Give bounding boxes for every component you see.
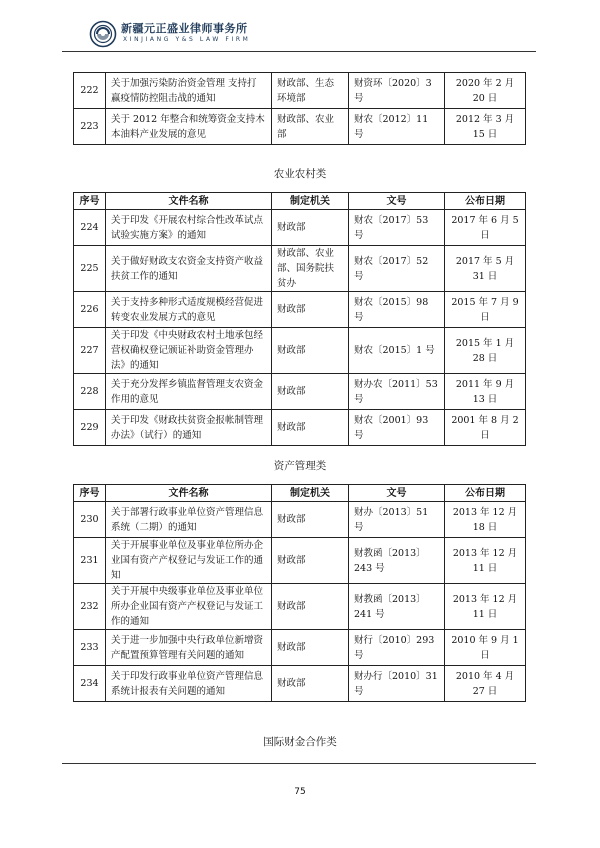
table-row [74,109,526,145]
cell-title: 关于充分发挥乡镇监督管理支农资金作用的意见 [106,374,272,410]
col-header-doc-no: 文号 [349,193,445,210]
cell-title: 关于做好财政支农资金支持资产收益扶贫工作的通知 [106,246,272,292]
table-row [74,328,526,374]
cell-date: 2017 年 5 月 31 日 [445,246,526,292]
cell-agency: 财政部 [272,292,349,328]
table-row [74,210,526,246]
col-header-doc-no: 文号 [349,485,445,502]
cell-agency: 财政部 [272,538,349,584]
cell-doc-no: 财农〔2017〕52 号 [349,246,445,292]
table-row [74,246,526,292]
table-row [74,538,526,584]
cell-agency: 财政部、生态环境部 [272,73,349,109]
cell-agency: 财政部 [272,666,349,702]
cell-title: 关于部署行政事业单位资产管理信息系统（二期）的通知 [106,502,272,538]
cell-no: 225 [74,246,106,292]
cell-doc-no: 财农〔2017〕53 号 [349,210,445,246]
cell-no: 230 [74,502,106,538]
page-number: 75 [294,787,306,797]
cell-agency: 财政部 [272,502,349,538]
cell-agency: 财政部 [272,210,349,246]
cell-doc-no: 财农〔2012〕11 号 [349,109,445,145]
cell-no: 234 [74,666,106,702]
cell-date: 2020 年 2 月 20 日 [445,73,526,109]
col-header-date: 公布日期 [445,193,526,210]
page-header [89,18,529,62]
col-header-no: 序号 [74,193,106,210]
cell-date: 2010 年 9 月 1 日 [445,630,526,666]
cell-title: 关于进一步加强中央行政单位新增资产配置预算管理有关问题的通知 [106,630,272,666]
cell-date: 2013 年 12 月 18 日 [445,502,526,538]
col-header-title: 文件名称 [106,193,272,210]
cell-agency: 财政部、农业部 [272,109,349,145]
cell-date: 2017 年 6 月 5 日 [445,210,526,246]
col-header-no: 序号 [74,485,106,502]
cell-title: 关于支持多种形式适度规模经营促进转变农业发展方式的意见 [106,292,272,328]
cell-title: 关于印发《中央财政农村土地承包经营权确权登记颁证补助资金管理办法》的通知 [106,328,272,374]
table-asset [73,484,526,702]
cell-no: 232 [74,584,106,630]
table-row [74,292,526,328]
header-divider [62,51,536,52]
cell-agency: 财政部 [272,630,349,666]
cell-no: 228 [74,374,106,410]
col-header-agency: 制定机关 [272,193,349,210]
cell-no: 223 [74,109,106,145]
cell-no: 233 [74,630,106,666]
cell-date: 2015 年 7 月 9 日 [445,292,526,328]
table-agriculture [73,192,526,446]
cell-title: 关于开展事业单位及事业单位所办企业国有资产产权登记与发证工作的通知 [106,538,272,584]
cell-date: 2015 年 1 月 28 日 [445,328,526,374]
table-row [74,630,526,666]
table-row [74,584,526,630]
cell-agency: 财政部 [272,374,349,410]
cell-doc-no: 财教函〔2013〕243 号 [349,538,445,584]
cell-title: 关于 2012 年整合和统筹资金支持木本油料产业发展的意见 [106,109,272,145]
table-row [74,73,526,109]
cell-no: 229 [74,410,106,446]
cell-doc-no: 财办行〔2010〕31 号 [349,666,445,702]
cell-date: 2013 年 12 月 11 日 [445,584,526,630]
cell-doc-no: 财教函〔2013〕241 号 [349,584,445,630]
cell-doc-no: 财农〔2015〕98 号 [349,292,445,328]
cell-title: 关于开展中央级事业单位及事业单位所办企业国有资产产权登记与发证工作的通知 [106,584,272,630]
cell-no: 224 [74,210,106,246]
table-continued [73,72,526,145]
firm-name-en: XINJIANG Y&S LAW FIRM [123,36,251,43]
cell-date: 2010 年 4 月 27 日 [445,666,526,702]
cell-agency: 财政部 [272,410,349,446]
cell-title: 关于印发《开展农村综合性改革试点试验实施方案》的通知 [106,210,272,246]
table-header-row [74,485,526,502]
cell-doc-no: 财办农〔2011〕53 号 [349,374,445,410]
footer-divider [62,763,536,764]
cell-no: 226 [74,292,106,328]
section-title-intl: 国际财金合作类 [263,736,337,748]
col-header-title: 文件名称 [106,485,272,502]
cell-title: 关于加强污染防治资金管理 支持打赢疫情防控阻击战的通知 [106,73,272,109]
cell-date: 2012 年 3 月 15 日 [445,109,526,145]
table-row [74,410,526,446]
col-header-date: 公布日期 [445,485,526,502]
section-title-agriculture: 农业农村类 [273,168,327,180]
cell-doc-no: 财行〔2010〕293 号 [349,630,445,666]
table-row [74,374,526,410]
cell-doc-no: 财资环〔2020〕3 号 [349,73,445,109]
table-row [74,502,526,538]
section-title-asset: 资产管理类 [273,460,327,472]
cell-agency: 财政部 [272,328,349,374]
cell-doc-no: 财农〔2001〕93 号 [349,410,445,446]
cell-no: 227 [74,328,106,374]
cell-date: 2011 年 9 月 13 日 [445,374,526,410]
cell-agency: 财政部、农业部、国务院扶贫办 [272,246,349,292]
table-row [74,666,526,702]
col-header-agency: 制定机关 [272,485,349,502]
cell-doc-no: 财办〔2013〕51 号 [349,502,445,538]
cell-date: 2001 年 8 月 2 日 [445,410,526,446]
cell-date: 2013 年 12 月 11 日 [445,538,526,584]
firm-name-cn: 新疆元正盛业律师事务所 [121,22,248,35]
cell-doc-no: 财农〔2015〕1 号 [349,328,445,374]
firm-logo-icon [89,20,117,48]
cell-title: 关于印发《财政扶贫资金报帐制管理办法》（试行）的通知 [106,410,272,446]
cell-no: 231 [74,538,106,584]
cell-no: 222 [74,73,106,109]
cell-agency: 财政部 [272,584,349,630]
cell-title: 关于印发行政事业单位资产管理信息系统计报表有关问题的通知 [106,666,272,702]
table-header-row [74,193,526,210]
